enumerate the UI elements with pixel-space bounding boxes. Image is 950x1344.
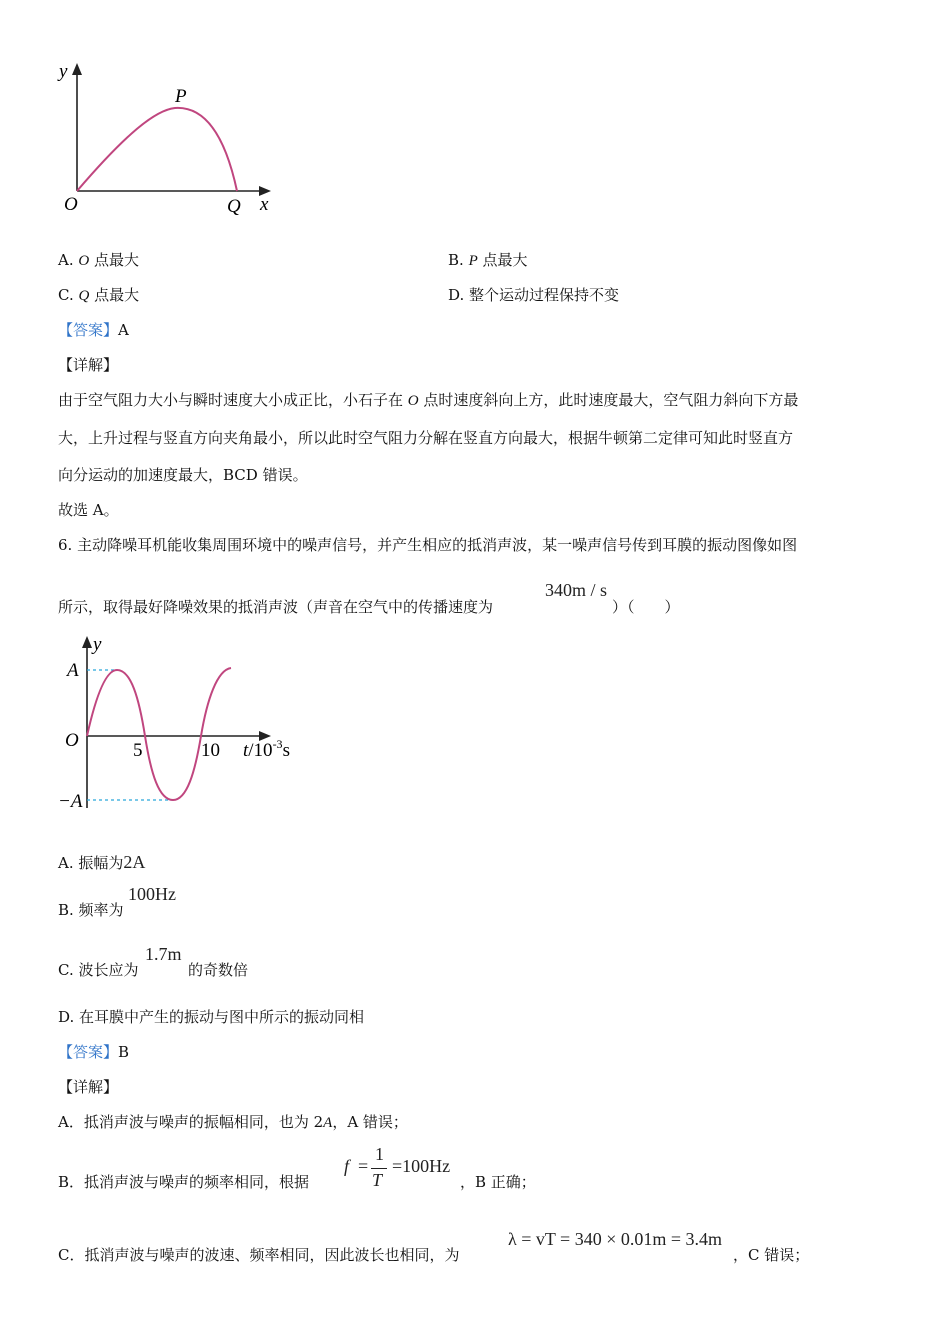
- conclusion: 故选 A。: [58, 501, 119, 519]
- q6-option-c: C. 波长应为: [58, 961, 139, 979]
- detail-text: ，A 错误；: [332, 1113, 408, 1131]
- detail-var: O: [407, 393, 419, 409]
- option-a: [58, 250, 139, 271]
- formula-eq: =: [358, 1156, 369, 1176]
- detail-line-2: 大，上升过程与竖直方向夹角最小，所以此时空气阻力分解在竖直方向最大，根据牛顿第二定律可知此时竖直方: [58, 429, 794, 447]
- p-label: P: [175, 86, 187, 107]
- option-text: 点最大: [89, 251, 140, 269]
- detail-text: A．抵消声波与噪声的振幅相同，也为 2: [58, 1113, 324, 1131]
- q6-detail-c: C．抵消声波与噪声的波速、频率相同，因此波长也相同，为: [58, 1246, 460, 1264]
- t-exponent: -3: [272, 737, 283, 751]
- y-axis-arrow: [72, 63, 82, 75]
- q6-stem-blank: ）（ ）: [612, 598, 680, 616]
- option-text: 整个运动过程保持不变: [469, 286, 620, 304]
- q6-stem-line-2: [58, 597, 493, 617]
- vibration-curve: [87, 668, 231, 800]
- q6-detail-b-tail: ，B 正确；: [460, 1173, 536, 1191]
- origin-label: O: [65, 730, 79, 751]
- answer-tag: 【答案】: [58, 1043, 119, 1061]
- option-var: O: [78, 253, 90, 269]
- q6-option-a: [58, 852, 145, 873]
- option-c: [58, 285, 139, 306]
- option-letter: D.: [448, 286, 465, 304]
- option-letter: B.: [448, 251, 464, 269]
- answer-tag: 【答案】: [58, 321, 119, 339]
- q6-detail-a: [58, 1112, 408, 1133]
- detail-line-3: 向分运动的加速度最大，BCD 错误。: [58, 466, 308, 484]
- q6-option-d: D. 在耳膜中产生的振动与图中所示的振动同相: [58, 1008, 365, 1026]
- detail-line-1: [58, 390, 798, 411]
- x-label: x: [260, 194, 269, 215]
- frequency-value: 100Hz: [128, 884, 176, 904]
- fraction-bar: [371, 1168, 387, 1169]
- y-axis-arrow: [82, 636, 92, 648]
- q6-stem-line-1: 6. 主动降噪耳机能收集周围环境中的噪声信号，并产生相应的抵消声波，某一噪声信号传到耳膜的振动图像如图: [58, 536, 798, 554]
- q6-detail-c-tail: ，C 错误；: [733, 1246, 810, 1264]
- answer-value: A: [118, 321, 129, 339]
- q6-option-b: B. 频率为: [58, 901, 124, 919]
- option-text: 点最大: [89, 286, 140, 304]
- origin-label: O: [64, 194, 78, 215]
- option-b: [448, 250, 528, 271]
- option-var: Q: [78, 288, 90, 304]
- q6-answer-line: [58, 1042, 129, 1062]
- option-letter: A.: [58, 251, 74, 269]
- y-label: y: [59, 61, 68, 82]
- q-label: Q: [227, 196, 241, 217]
- t-unit: /10: [248, 740, 273, 761]
- q6-detail-tag: 【详解】: [58, 1078, 119, 1096]
- t-seconds: s: [282, 740, 290, 761]
- tick-10: 10: [201, 740, 220, 761]
- formula-numerator: 1: [375, 1144, 384, 1164]
- speed-value: 340m / s: [545, 580, 608, 600]
- q6-detail-b: B．抵消声波与噪声的频率相同，根据: [58, 1173, 310, 1191]
- formula-denominator: T: [372, 1170, 383, 1190]
- detail-text: 点时速度斜向上方，此时速度最大，空气阻力斜向下方最: [418, 391, 799, 409]
- answer-value: B: [118, 1043, 130, 1061]
- q6-option-c-tail: 的奇数倍: [188, 961, 249, 979]
- detail-text: 由于空气阻力大小与瞬时速度大小成正比，小石子在: [58, 391, 408, 409]
- wavelength-value: 1.7m: [145, 944, 182, 964]
- neg-a-label: −A: [58, 791, 83, 812]
- wavelength-formula: λ = vT = 340 × 0.01m = 3.4m: [508, 1229, 723, 1249]
- formula-f: f: [344, 1156, 350, 1176]
- option-text: 点最大: [477, 251, 528, 269]
- t-axis-label: [243, 737, 290, 761]
- answer-line: [58, 320, 129, 340]
- tick-5: 5: [133, 740, 143, 761]
- t-symbol: t: [243, 740, 249, 761]
- y-label: y: [93, 634, 102, 655]
- detail-var: A: [323, 1115, 333, 1131]
- a-label: A: [67, 660, 79, 681]
- option-letter: C.: [58, 286, 74, 304]
- formula-result: =100Hz: [392, 1156, 451, 1176]
- option-d: [448, 285, 619, 305]
- vibration-graph: [55, 630, 315, 820]
- stem-text: 所示，取得最好降噪效果的抵消声波（声音在空气中的传播速度为: [58, 598, 494, 616]
- option-var: P: [468, 253, 478, 269]
- trajectory-curve: [77, 108, 237, 191]
- detail-tag: 【详解】: [58, 356, 119, 374]
- trajectory-graph: [55, 55, 285, 225]
- option-text: A. 振幅为: [58, 854, 124, 872]
- option-math: 2A: [123, 852, 146, 872]
